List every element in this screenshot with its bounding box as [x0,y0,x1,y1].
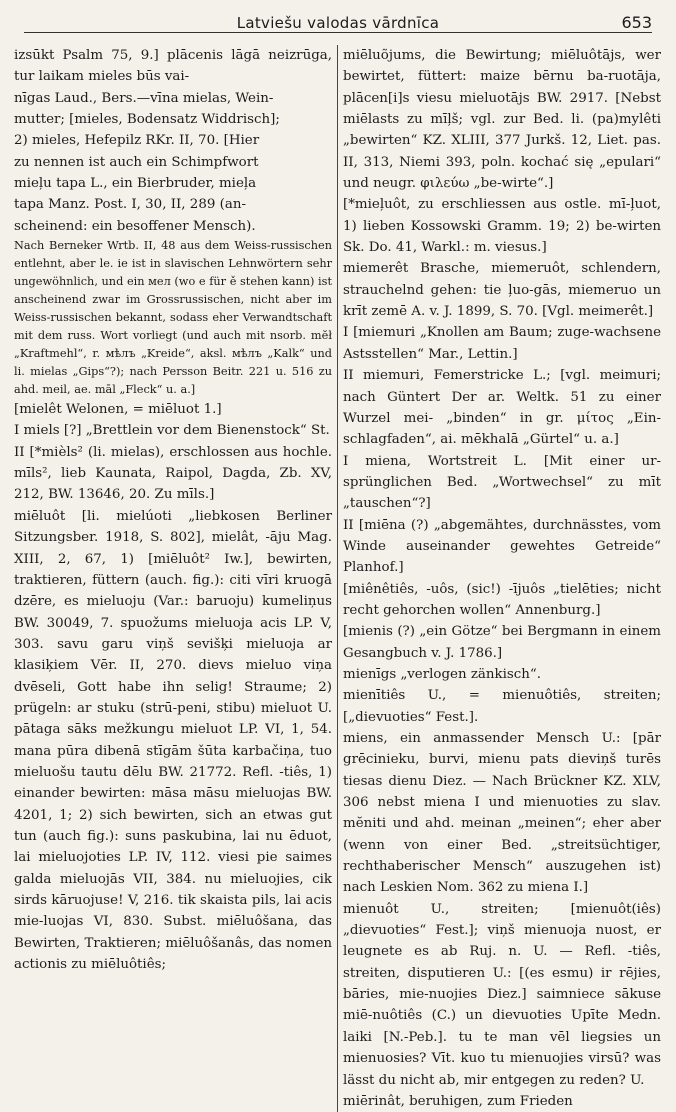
entry-miemeret: miemerêt Brasche, miemeruôt, schlendern, strauchelnd gehen: tie ļuo-gās, miemeruo un krīt zemē A. v. J. 1899, S. 70. [Vgl. meimerêt.] [343,261,661,320]
left-column [14,45,338,1112]
entry-mienis: [mienis (?) „ein Götze“ bei Bergmann in einem Gesangbuch v. J. 1786.] [343,624,661,661]
entry-miens: miens, ein anmassender Mensch U.: [pār grēcinieku, burvi, mienu pats dieviņš turēs tiesas dienu Diez. — Nach Brückner KZ. XLV, 306 nebst miena I und mienuoties zu slav. mĕniti und ahd. meinan „meinen“; eher aber (wenn von einer Bed. „streitsüchtiger, rechthaberischer Mensch“ auszugehen ist) nach Leskien Nom. 362 zu miena I.] [343,731,661,896]
entry-mienuot: mienuôt U., streiten; [mienuôt(iês) „dievuoties“ Fest.]; viņš mienuoja nuost, er leugnete es ab Ruj. n. U. — Refl. -tiês, streiten, disputieren U.: [(es esmu) ir rējies, bāries, mie-nuojies Diez.] saimniece sākuse miē-nuôtiês (C.) un dievuoties Upīte Medn. laiki [N.-Peb.]. tu te man vēl liegsies un mienuosies? Vīt. kuo tu mienuojies virsū? was lässt du nicht ab, mir entgegen zu reden? U. [343,901,661,1088]
text-columns [14,45,662,1112]
etymology-note: Nach Berneker Wrtb. II, 48 aus dem Weiss-russischen entlehnt, aber le. ie ist in slavischen Lehnwörtern sehr ungewöhnlich, und ein мел (wo e für ě stehen kann) ist anscheinend zwar im Grossrussischen, nicht aber im Weiss-russischen bekannt, sodass eher Verwandtschaft mit dem russ. Wort vorliegt (und auch mit nsorb. mĕł „Kraftmehl“, r. мѣлъ „Kreide“, aksl. мѣлъ „Kalk“ und li. mielas „Gips“?); nach Persson Beitr. 221 u. 516 zu ahd. meil, ae. māl „Fleck“ u. a.] [14,239,332,397]
entry-miemuri-1: I [miemuri „Knollen am Baum; zuge-wachsene Astsstellen“ Mar., Lettin.] [343,325,661,362]
left-line: mutter; [mieles, Bodensatz Widdrisch]; [14,112,280,128]
entry-miena-2: II [miēna (?) „abgemähtes, durchnässtes, vom Winde auseinander gewehtes Getreide“ Planhof.] [343,517,661,576]
left-line: zu nennen ist auch ein Schimpfwort [14,154,259,170]
left-line: scheinend: ein besoffener Mensch). [14,218,256,234]
entry-miels-2: II [*mièls² (li. mielas), erschlossen aus hochle. mīls², lieb Kaunata, Raipol, Dagda, Zb. XV, 212, BW. 13646, 20. Zu mīls.] [14,444,332,503]
running-title: Latviešu valodas vārdnīca [236,14,440,32]
page-number: 653 [621,13,652,32]
left-line: izsūkt Psalm 75, 9.] plācenis lāgā neizrūga, tur laikam mieles būs vai- [14,48,332,85]
entry-miena-1: I miena, Wortstreit L. [Mit einer ur-sprünglichen Bed. „Wortwechsel“ zu mīt „tauschen“?] [343,453,661,512]
entry-mienigs: mienīgs „verlogen zänkisch“. [343,666,541,682]
left-line: mieļu tapa L., ein Bierbruder, mieļa [14,176,257,192]
entry-mieluojums: miēluõjums, die Bewirtung; miēluôtājs, wer bewirtet, füttert: maize bērnu ba-ruotāja, plācen[i]s viesu mieluotājs BW. 2917. [Nebst miēlasts zu mīļš; vgl. zur Bed. li. (pa)mylêti „bewirten“ KZ. XLIII, 377 Jurkš. 12, Liet. pas. II, 313, Niemi 393, poln. kochać się „epulari“ und neugr. φιλεύω „be-wirte“.] [343,48,661,192]
entry-mielet: [mielêt Welonen, = miēluot 1.] [14,402,222,418]
page-header [24,10,652,33]
entry-miels-1: I miels [?] „Brettlein vor dem Bienenstock“ St. [14,423,330,439]
entry-mieluot: miēluôt [li. mielúoti „liebkosen Berliner Sitzungsber. 1918, S. 802], mielât, -āju Mag. XIII, 2, 67, 1) [miēluôt² Iw.], bewirten, traktieren, füttern (auch. fig.): citi vīri kruogā dzēre, es mieluoju (Var.: baruoju) kumeliņus BW. 30049, 7. spuožums mieluoja acis LP. V, 303. savu garu viņš sevišķi mieluoja ar klasiķiem Vēr. II, 270. dievs mieluo viņa dvēseli, Gott habe ihn selig! Straume; 2) prügeln: ar stuku (strū-peni, stibu) mieluot U. pātaga sāks mežkungu mieluot LP. VI, 1, 54. mana pūra dibenā stīgām šūta karbačiņa, tuo mieluošu tautu dēlu BW. 21772. Refl. -tiês, 1) einander bewirten: māsa māsu mieluojas BW. 4201, 1; 2) sich bewirten, sich an etwas gut tun (auch fig.): suns paskubina, lai nu ēduot, lai mieluojoties LP. IV, 112. viesi pie saimes galda mieluojās VII, 384. nu mieluojies, cik sirds kāruojuse! V, 216. tik skaista pils, lai acis mie-luojas VI, 830. Subst. miēluôšana, das Bewirten, Traktieren; miēluôšanâs, das nomen actionis zu miēluôtiês; [14,508,332,973]
entry-mielot: [*mieļuôt, zu erschliessen aus ostle. mī-ļuot, 1) lieben Kossowski Gramm. 19; 2) be-wirten Sk. Do. 41, Warkl.: m. viesus.] [343,197,661,256]
right-column [343,45,661,1112]
entry-miemuri-2: II miemuri, Femerstricke L.; [vgl. meimuri; nach Güntert Der ar. Weltk. 51 zu einer Wurzel mei- „binden“ in gr. μίτος „Ein-schlagfaden“, ai. mēkhalā „Gürtel“ u. a.] [343,368,661,448]
left-line: 2) mieles, Hefepilz RKr. II, 70. [Hier [14,133,260,149]
left-line: nīgas Laud., Bers.—vīna mielas, Wein- [14,90,274,106]
entry-mienetics: [miênêtiês, -uôs, (sic!) -ījuôs „tielēties; nicht recht gehorchen wollen“ Annenburg.] [343,581,661,618]
entry-mierinat: miērinât, beruhigen, zum Frieden [343,1093,573,1109]
left-line: tapa Manz. Post. I, 30, II, 289 (an- [14,197,246,213]
entry-mienities: mienītiês U., = mienuôtiês, streiten; [„dievuoties“ Fest.]. [343,688,661,725]
